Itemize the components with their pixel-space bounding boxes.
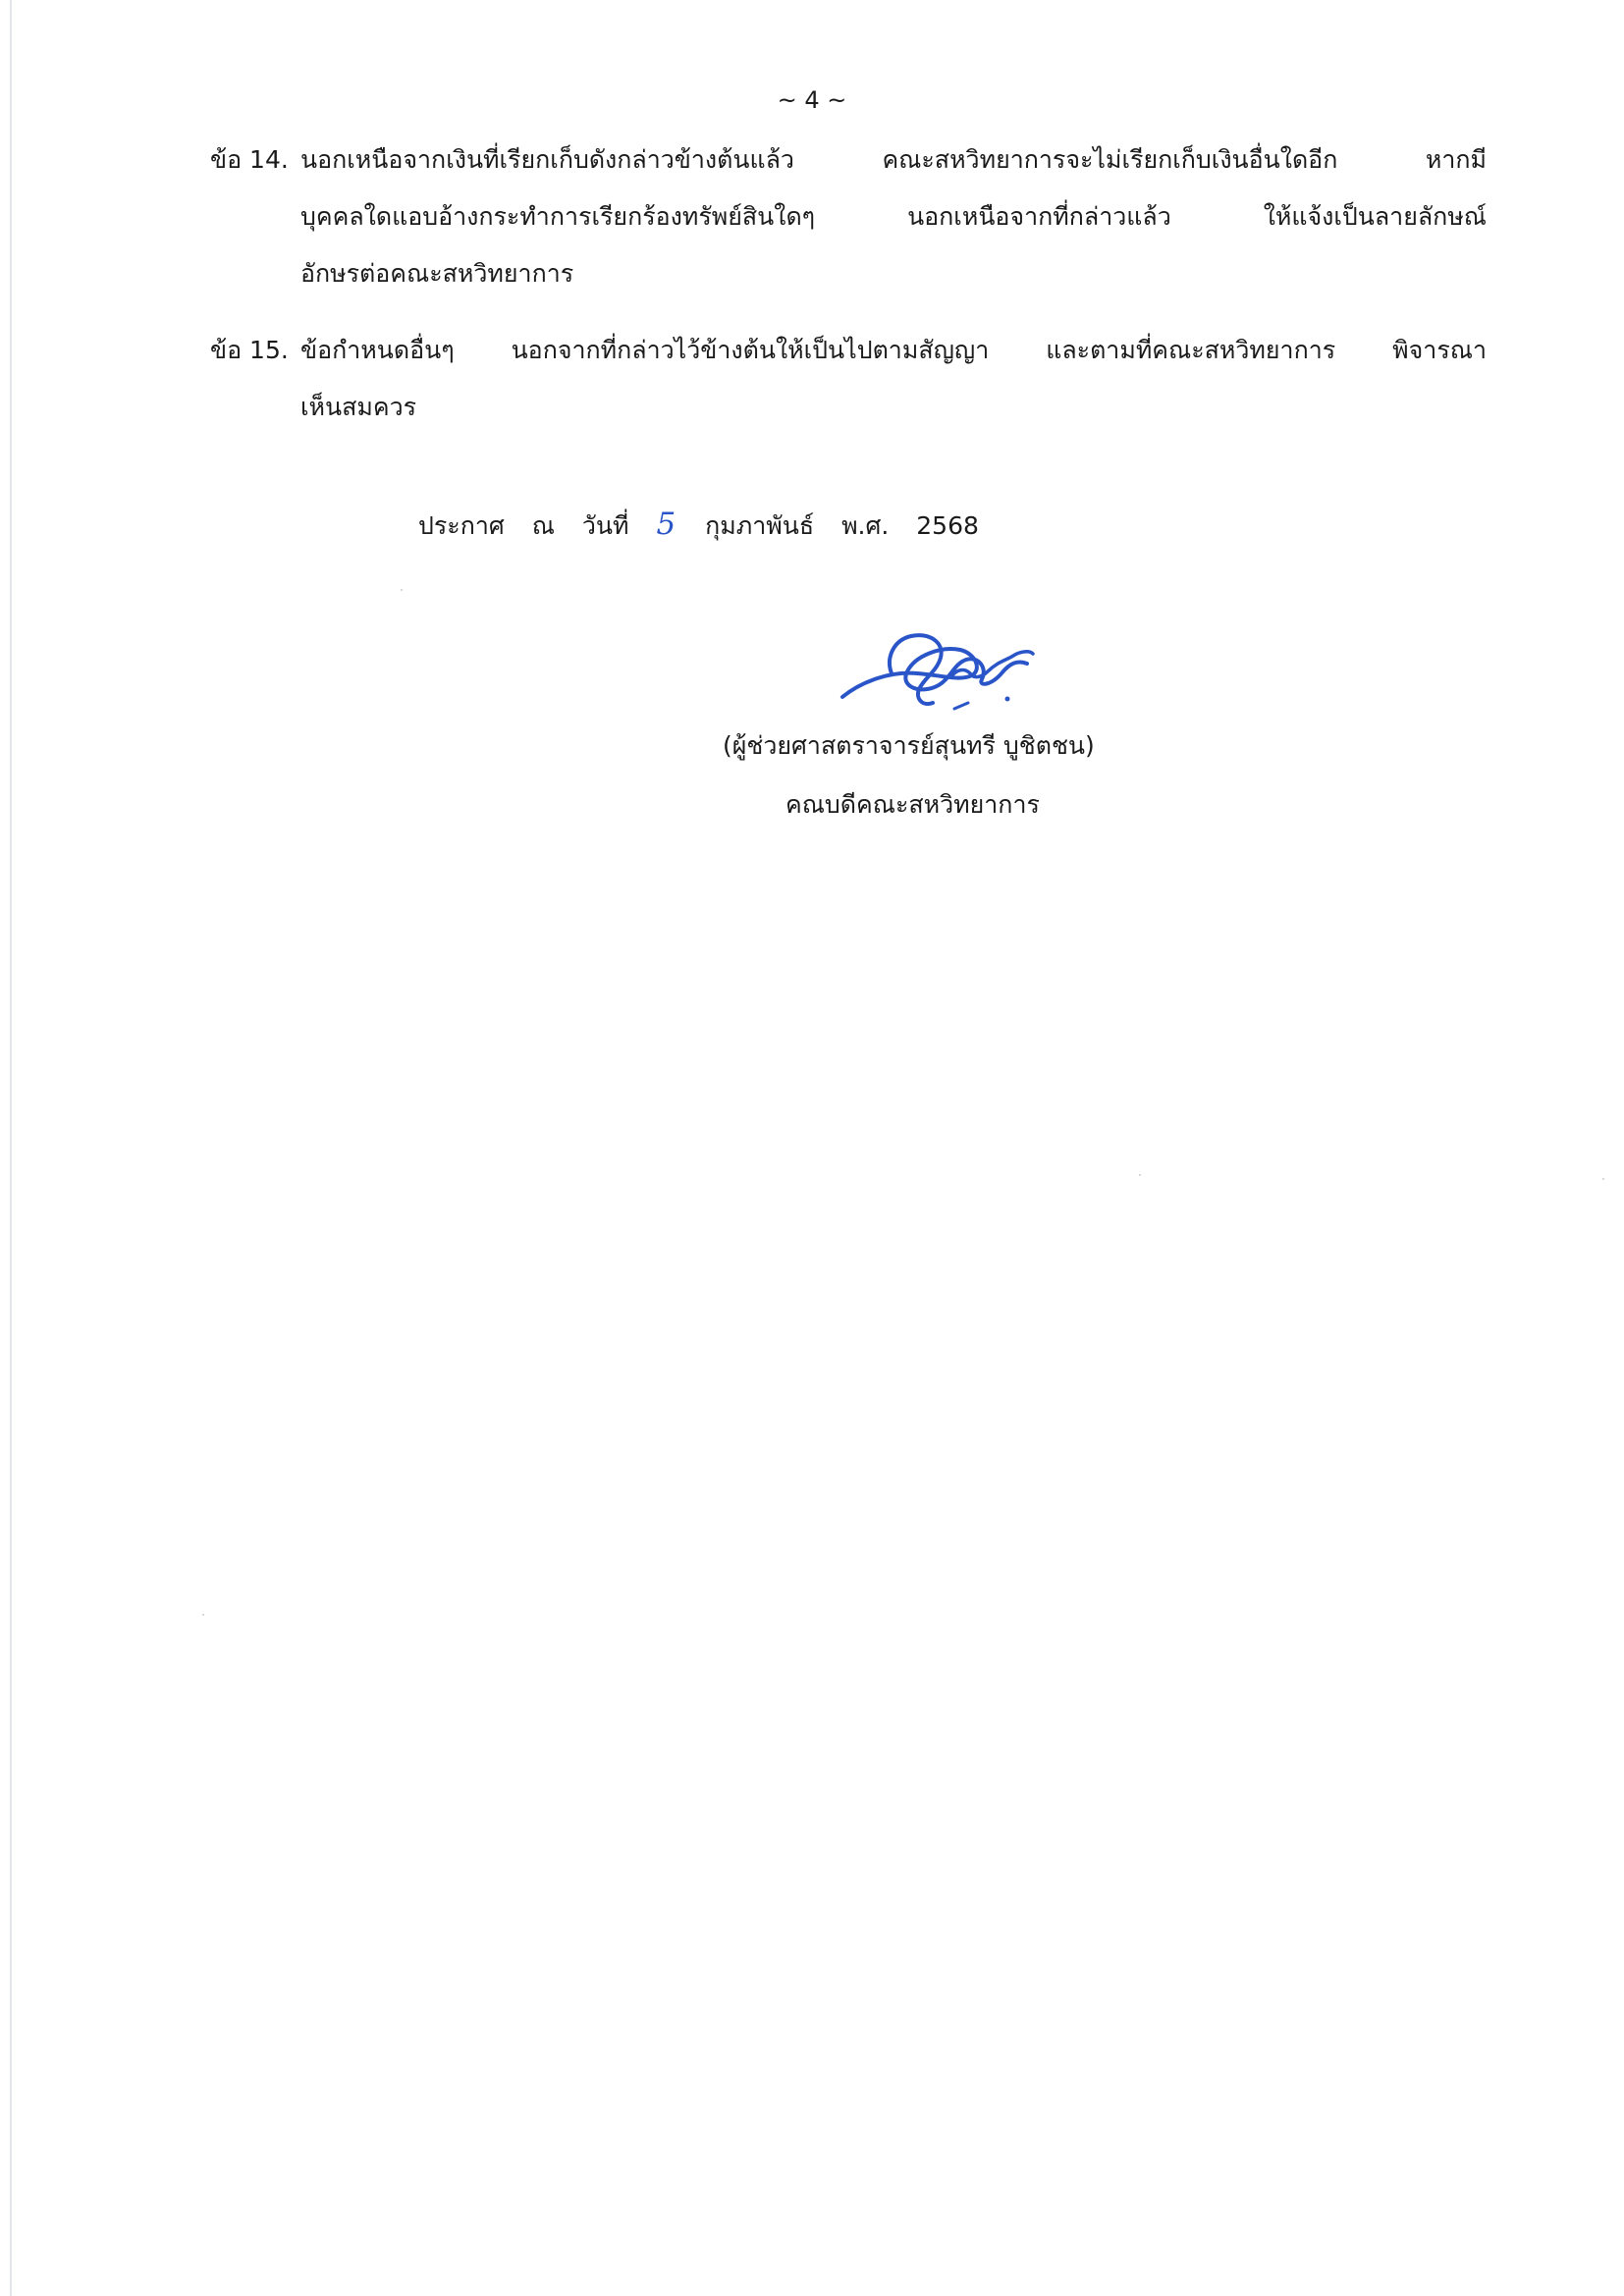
page-edge-line xyxy=(10,0,12,2296)
announcement-era: พ.ศ. xyxy=(841,511,890,540)
announcement-at: ณ xyxy=(531,511,555,540)
announcement-date-line xyxy=(418,505,999,546)
clause-15-text xyxy=(300,322,1487,436)
scan-speck xyxy=(202,1614,204,1616)
signer-title: คณบดีคณะสหวิทยาการ xyxy=(785,790,1040,819)
announcement-prefix: ประกาศ xyxy=(418,511,505,540)
signature-stroke-dash xyxy=(954,703,968,709)
signature-stroke-loop xyxy=(890,635,942,704)
scan-speck xyxy=(401,589,403,591)
scan-speck xyxy=(1139,1174,1141,1176)
clause-15-line-2: เห็นสมควร xyxy=(300,393,417,421)
page-number: ~ 4 ~ xyxy=(777,86,847,114)
announcement-year: 2568 xyxy=(916,511,979,540)
scan-speck xyxy=(1602,1178,1604,1180)
announcement-month: กุมภาพันธ์ xyxy=(705,511,815,540)
clause-15-label: ข้อ 15. xyxy=(210,336,289,364)
clause-14-text xyxy=(300,132,1487,302)
clause-15 xyxy=(210,322,1487,421)
signature-strokes xyxy=(842,635,1033,709)
clause-14-line-3: อักษรต่อคณะสหวิทยาการ xyxy=(300,259,574,288)
signature-stroke-main xyxy=(842,649,1027,697)
signature-stroke-tail xyxy=(950,652,1033,677)
clause-14-label: ข้อ 14. xyxy=(210,145,289,174)
handwritten-day: 5 xyxy=(656,507,677,542)
handwritten-signature xyxy=(835,616,1036,722)
clause-14 xyxy=(210,132,1487,288)
clause-14-line-2: บุคคลใดแอบอ้างกระทำการเรียกร้องทรัพย์สินใดๆ นอกเหนือจากที่กล่าวแล้ว ให้แจ้งเป็นลายลักษณ์ xyxy=(300,202,1487,231)
clause-15-line-1: ข้อกำหนดอื่นๆ นอกจากที่กล่าวไว้ข้างต้นให้เป็นไปตามสัญญา และตามที่คณะสหวิทยาการ พิจารณา xyxy=(300,336,1487,364)
signer-name: (ผู้ช่วยศาสตราจารย์สุนทรี บูชิตชน) xyxy=(723,731,1095,760)
signature-dot xyxy=(1005,697,1010,702)
clause-14-line-1: นอกเหนือจากเงินที่เรียกเก็บดังกล่าวข้างต้นแล้ว คณะสหวิทยาการจะไม่เรียกเก็บเงินอื่นใดอีก หากมี xyxy=(300,145,1487,174)
announcement-day-label: วันที่ xyxy=(581,511,629,540)
